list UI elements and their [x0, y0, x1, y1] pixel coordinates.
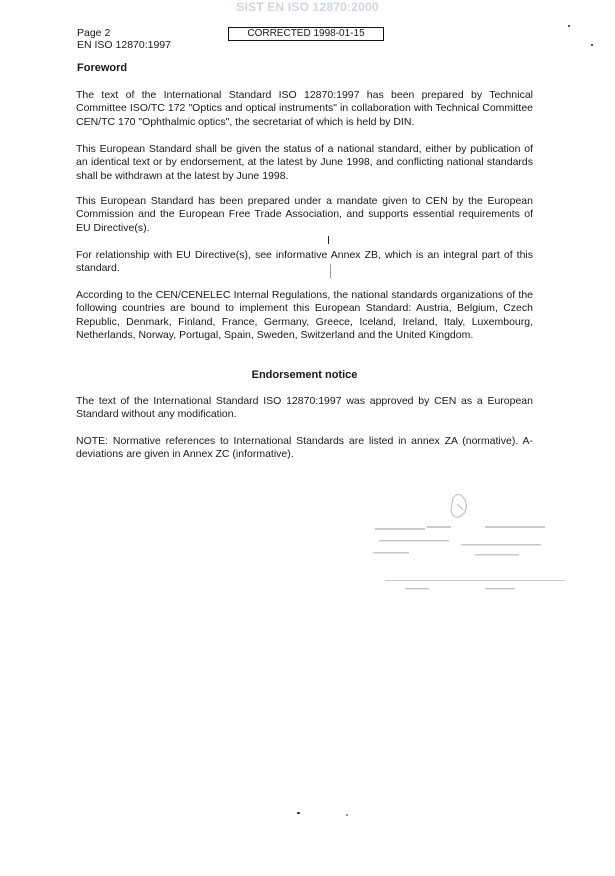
- standard-reference: EN ISO 12870:1997: [77, 39, 171, 51]
- foreword-paragraph-1: The text of the International Standard ISO 12870:1997 has been prepared by Technical Committee ISO/TC 172 "Optics and optical instruments" in collaboration with Technical Committee CEN/TC 170 "Ophthalmic optics", the secretariat of which is held by DIN.: [76, 89, 533, 128]
- scan-speck: [297, 812, 300, 814]
- endorsement-paragraph-2: NOTE: Normative references to International Standards are listed in annex ZA (normative). A-deviations are given in Annex ZC (informative).: [76, 435, 533, 461]
- foreword-paragraph-2: This European Standard shall be given the status of a national standard, either by publication of an identical text or by endorsement, at the latest by June 1998, and conflicting national standards shall be withdrawn at the latest by June 1998.: [76, 143, 533, 182]
- scan-speck: [346, 814, 348, 816]
- foreword-paragraph-3: This European Standard has been prepared under a mandate given to CEN by the European Commission and the European Free Trade Association, and supports essential requirements of EU Directive(s).: [76, 195, 533, 234]
- watermark: SIST EN ISO 12870:2000: [236, 0, 379, 14]
- endorsement-paragraph-1: The text of the International Standard ISO 12870:1997 was approved by CEN as a European Standard without any modification.: [76, 395, 533, 421]
- scan-speck: [568, 25, 570, 27]
- foreword-heading: Foreword: [77, 62, 128, 74]
- scan-speck: [328, 236, 329, 244]
- corrected-box: CORRECTED 1998-01-15: [228, 27, 384, 41]
- foreword-paragraph-5: According to the CEN/CENELEC Internal Regulations, the national standards organizations of the following countries are bound to implement this European Standard: Austria, Belgium, Czech Republic, Denmark, Finland, France, Germany, Greece, Iceland, Ireland, Italy, Luxembourg, Netherlands, Norway, Portugal, Spain, Sweden, Switzerland and the United Kingdom.: [76, 289, 533, 342]
- faded-stamp: [365, 488, 585, 608]
- foreword-paragraph-4: For relationship with EU Directive(s), see informative Annex ZB, which is an integral part of this standard.: [76, 249, 533, 275]
- scan-speck: [330, 264, 331, 278]
- scan-speck: [591, 44, 593, 46]
- page-number: Page 2: [77, 27, 111, 39]
- endorsement-heading: Endorsement notice: [251, 369, 358, 381]
